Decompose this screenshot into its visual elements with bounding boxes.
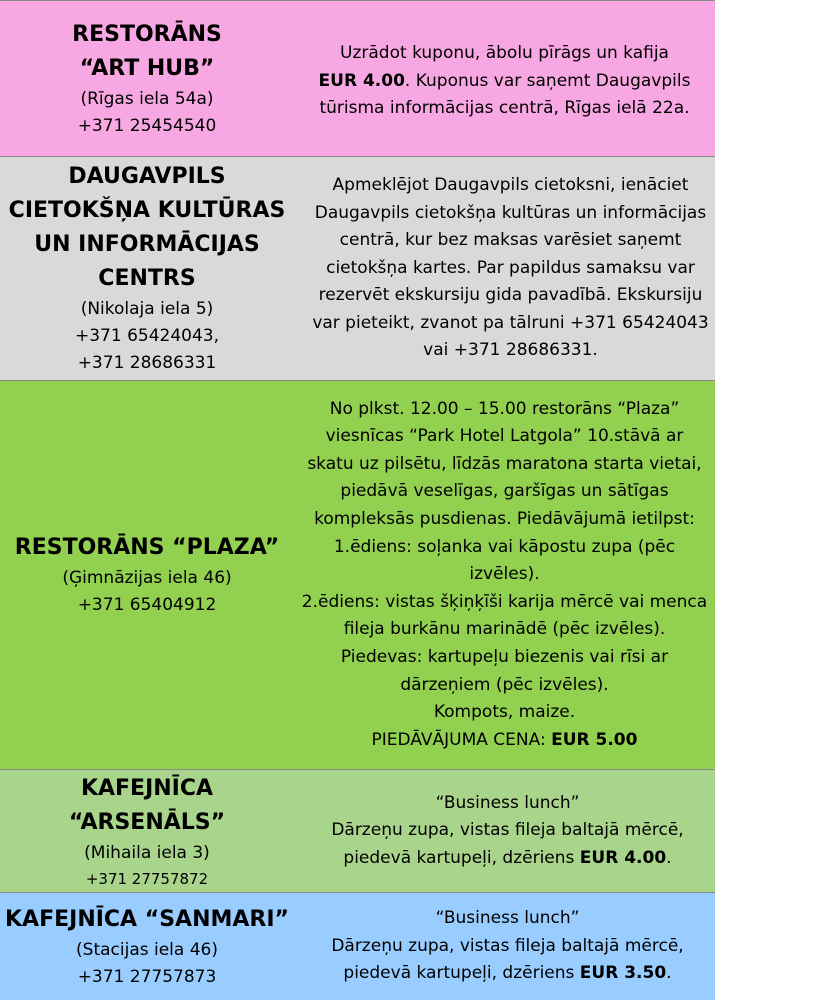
venue-address: (Ģimnāzijas iela 46) (62, 568, 232, 588)
description-line: kompleksās pusdienas. Piedāvājumā ietilpst: (314, 509, 695, 530)
venue-name: “ARSENĀLS” (68, 809, 226, 835)
description-line: No plkst. 12.00 – 15.00 restorāns “Plaza” (329, 398, 680, 419)
description-line (319, 68, 691, 96)
description-line: viesnīcas “Park Hotel Latgola” 10.stāvā ar (325, 426, 684, 447)
venue-phone: +371 27757873 (77, 966, 217, 987)
description-line: Kompots, maize. (433, 702, 576, 723)
offer-description (294, 157, 715, 380)
venue-name: KAFEJNĪCA “SANMARI” (5, 906, 289, 932)
venue-name: RESTORĀNS (72, 21, 222, 47)
description-line (343, 845, 671, 873)
description-line: cietokšņa kartes. Par papildus samaksu var (326, 257, 695, 278)
venue-info (0, 893, 294, 1000)
venue-name: RESTORĀNS “PLAZA” (14, 535, 280, 560)
price: EUR 4.00 (318, 70, 405, 91)
description-line: Uzrādot kuponu, ābolu pīrāgs un kafija (340, 43, 669, 64)
description-line: 2.ēdiens: vistas šķiņķīši karija mērcē vai menca (301, 591, 708, 612)
description-line: 1.ēdiens: soļanka vai kāpostu zupa (pēc (333, 536, 676, 557)
offer-row-sanmari (0, 893, 715, 1000)
price-label: PIEDĀVĀJUMA CENA: (371, 729, 552, 750)
description-line: “Business lunch” (435, 908, 580, 929)
price: EUR 3.50 (579, 963, 667, 984)
venue-name: CENTRS (98, 266, 196, 291)
description-line (343, 960, 671, 988)
offer-description (294, 893, 715, 1000)
description-line: var pieteikt, zvanot pa tālruni +371 65424043 (312, 312, 709, 333)
offer-row-plaza (0, 381, 715, 770)
description-line: piedāvā veselīgas, garšīgas un sātīgas (340, 481, 669, 502)
venue-info (0, 381, 294, 769)
offer-row-art-hub (0, 0, 715, 157)
description-line: Piedevas: kartupeļu biezenis vai rīsi ar (340, 646, 669, 667)
offer-description (294, 381, 715, 769)
venue-info (0, 770, 294, 892)
venue-phone: +371 27757872 (85, 869, 209, 888)
venue-address: (Rīgas iela 54a) (80, 88, 214, 109)
description-text: . (666, 963, 672, 984)
venue-name: UN INFORMĀCIJAS (34, 232, 260, 257)
price-line (294, 727, 715, 755)
description-text: . (666, 847, 672, 868)
price: EUR 4.00 (579, 847, 667, 868)
venue-address: (Mihaila iela 3) (84, 842, 210, 863)
venue-phone: +371 25454540 (77, 115, 217, 136)
venue-phone: +371 65424043, (74, 326, 220, 346)
price: EUR 5.00 (551, 729, 638, 750)
venue-name: DAUGAVPILS (68, 164, 226, 189)
description-text: piedevā kartupeļi, dzēriens (343, 963, 580, 984)
venue-info (0, 157, 294, 380)
venue-info (0, 1, 294, 156)
description-line: rezervēt ekskursiju gida pavadībā. Ekskursiju (318, 285, 703, 306)
description-line: fileja burkānu marinādē (pēc izvēles). (343, 619, 666, 640)
description-line: Apmeklējot Daugavpils cietoksni, ienāciet (332, 174, 689, 195)
offer-description (294, 1, 715, 156)
venue-phone: +371 28686331 (77, 353, 217, 373)
venue-name: CIETOKŠŅA KULTŪRAS (8, 198, 286, 223)
description-line: Dārzeņu zupa, vistas fileja baltajā mērcē, (331, 935, 684, 956)
description-line: Daugavpils cietokšņa kultūras un informācijas (314, 202, 707, 223)
description-line: “Business lunch” (435, 792, 580, 813)
offer-row-fortress-centre (0, 157, 715, 381)
venue-phone: +371 65404912 (77, 595, 217, 615)
description-line: centrā, kur bez maksas varēsiet saņemt (339, 230, 682, 251)
description-line: vai +371 28686331. (423, 340, 598, 361)
description-text: piedevā kartupeļi, dzēriens (343, 847, 580, 868)
description-line: skatu uz pilsētu, līdzās maratona starta vietai, (307, 453, 702, 474)
venue-name: “ART HUB” (79, 55, 215, 81)
venue-name: KAFEJNĪCA (80, 775, 214, 801)
description-line: izvēles). (469, 564, 540, 585)
description-line: tūrisma informācijas centrā, Rīgas ielā 22a. (319, 98, 690, 119)
venue-address: (Stacijas iela 46) (76, 939, 218, 960)
offer-row-arsenals (0, 770, 715, 893)
description-line: Dārzeņu zupa, vistas fileja baltajā mērcē, (331, 820, 684, 841)
description-line: dārzeņiem (pēc izvēles). (400, 674, 609, 695)
description-text: . Kuponus var saņemt Daugavpils (404, 70, 691, 91)
venue-address: (Nikolaja iela 5) (80, 299, 214, 319)
offer-description (294, 770, 715, 892)
